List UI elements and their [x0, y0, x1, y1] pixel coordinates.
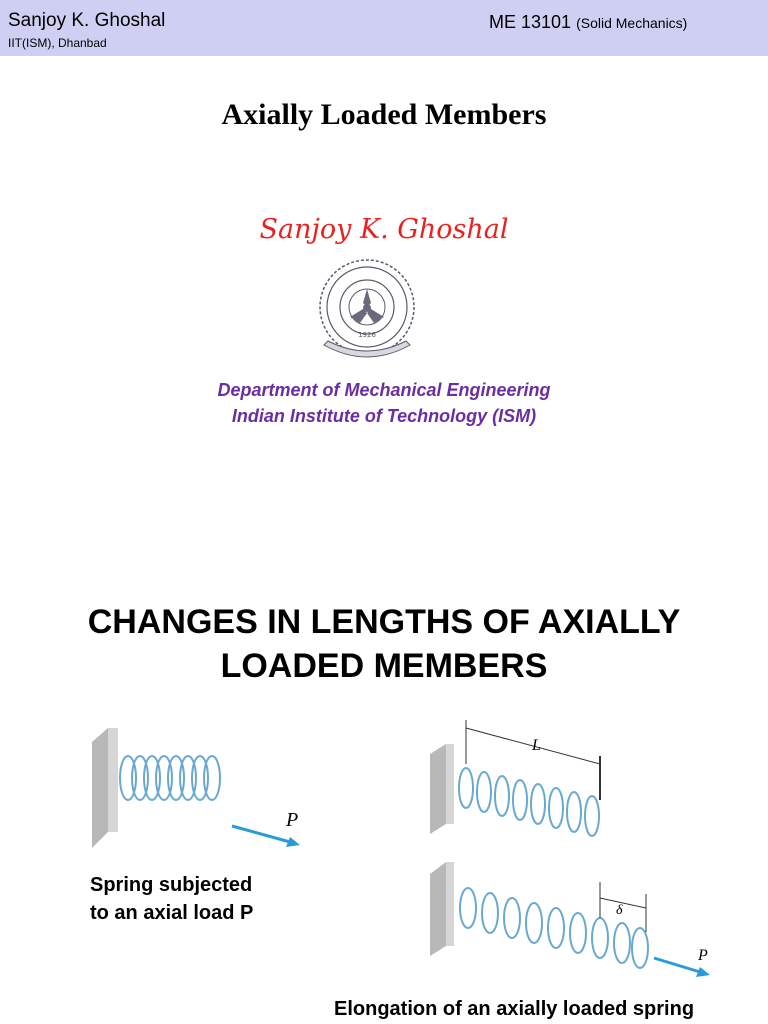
wall-support-lower: [430, 862, 446, 956]
section-title-line1: CHANGES IN LENGTHS OF AXIALLY: [87, 603, 681, 641]
spring-coil-lower: [460, 888, 648, 968]
header-author: Sanjoy K. Ghoshal: [8, 10, 166, 31]
header-institute: IIT(ISM), Dhanbad: [8, 36, 107, 50]
load-arrow-lower: [654, 958, 700, 972]
slide-header: [0, 0, 768, 56]
department-name: Department of Mechanical Engineering: [217, 380, 551, 400]
header-course: [489, 12, 687, 33]
figure1-caption-line2: to an axial load P: [90, 902, 254, 924]
wall-support: [92, 728, 108, 848]
spring-elongation-figure: [424, 708, 738, 984]
institution-name: Indian Institute of Technology (ISM): [231, 406, 537, 426]
section-title: [0, 600, 768, 688]
figure2-caption-text: Elongation of an axially loaded spring: [334, 998, 695, 1020]
spring-coil-upper: [459, 768, 599, 836]
load-label: P: [286, 809, 299, 831]
course-code: ME 13101: [489, 12, 572, 32]
figure1-caption-line1: Spring subjected: [90, 874, 253, 896]
spring-load-figure: [78, 714, 320, 864]
load-label-lower: P: [698, 947, 708, 964]
elongation-dimension: [600, 898, 646, 908]
course-name: (Solid Mechanics): [576, 15, 688, 31]
section-title-line2: LOADED MEMBERS: [220, 647, 548, 685]
logo-year: 1926: [358, 331, 376, 339]
figure1-caption: [90, 871, 330, 927]
wall-support-upper: [430, 744, 446, 834]
iit-ism-logo: [314, 257, 420, 365]
length-label: L: [532, 737, 541, 754]
slide-title: Axially Loaded Members: [221, 98, 547, 131]
author-signature: Sanjoy K. Ghoshal: [259, 214, 509, 245]
elongation-label: δ: [616, 903, 623, 918]
